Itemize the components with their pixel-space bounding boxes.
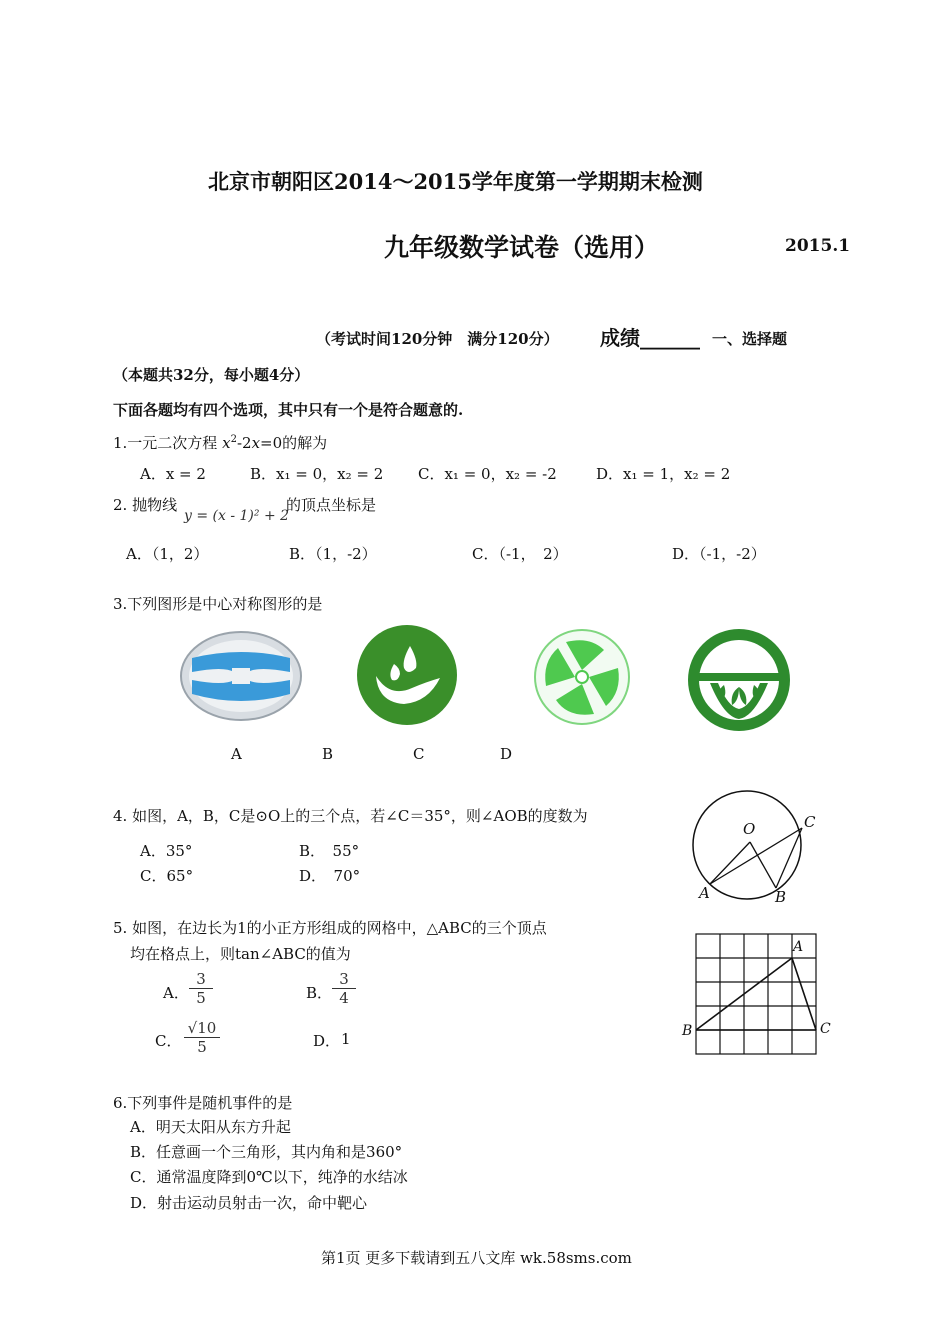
- q6-option-a: A．明天太阳从东方升起: [130, 1118, 291, 1136]
- score-label: 成绩______: [600, 326, 700, 350]
- q5-option-a-label: A．: [163, 984, 189, 1002]
- q5-option-c-fraction: $\frac{√10}{5}$: [184, 1019, 220, 1056]
- instruction: 下面各题均有四个选项，其中只有一个是符合题意的.: [113, 401, 464, 419]
- q6-option-b: B．任意画一个三角形，其内角和是360°: [130, 1143, 403, 1161]
- exam-title: 北京市朝阳区2014～2015学年度第一学期期末检测: [208, 169, 703, 194]
- q2-option-a: A．（1，2）: [126, 545, 209, 563]
- q1-option-b: B．x₁ = 0，x₂ = 2: [250, 465, 384, 483]
- q3-label-c: C: [413, 745, 425, 763]
- q3-label-b: B: [322, 745, 334, 763]
- q2-option-c: C．（-1， 2）: [472, 545, 568, 563]
- q4-label-c: C: [804, 813, 816, 831]
- q4-option-b: B． 55°: [299, 842, 360, 860]
- q2-option-b: B．（1，-2）: [289, 545, 377, 563]
- page-footer: 第1页 更多下载请到五八文库 wk.58sms.com: [321, 1249, 632, 1267]
- section-title: 一、选择题: [712, 330, 788, 348]
- q4-label-b: B: [775, 888, 787, 906]
- q3-figure-d-logo: [686, 627, 792, 733]
- q5-option-b-label: B．: [306, 984, 333, 1002]
- q6-option-c: C．通常温度降到0℃以下，纯净的水结冰: [130, 1168, 408, 1186]
- paper-subtitle: 九年级数学试卷（选用）: [384, 233, 660, 262]
- q5-stem-line1: 5. 如图，在边长为1的小正方形组成的网格中，△ABC的三个顶点: [113, 919, 547, 937]
- q6-stem: 6.下列事件是随机事件的是: [113, 1094, 293, 1112]
- q6-option-d: D．射击运动员射击一次，命中靶心: [130, 1194, 368, 1212]
- exam-info: （考试时间120分钟 满分120分）: [316, 330, 559, 348]
- q5-label-a: A: [793, 939, 804, 955]
- q3-figure-a-logo: [178, 628, 304, 724]
- q2-stem-b: 的顶点坐标是: [286, 496, 377, 514]
- q5-option-b-fraction: $\frac{3}{4}$: [332, 970, 356, 1007]
- q4-option-d: D． 70°: [299, 867, 361, 885]
- q5-option-d-label: D．: [313, 1032, 341, 1050]
- q2-option-d: D．（-1，-2）: [672, 545, 766, 563]
- q5-label-c: C: [820, 1021, 831, 1037]
- q3-label-d: D: [500, 745, 513, 763]
- q4-option-a: A．35°: [140, 842, 193, 860]
- q2-stem-a: 2. 抛物线: [113, 496, 178, 514]
- q4-option-c: C．65°: [140, 867, 194, 885]
- q5-label-b: B: [682, 1023, 693, 1039]
- q1-option-d: D．x₁ = 1，x₂ = 2: [596, 465, 731, 483]
- q4-label-o: O: [743, 820, 756, 838]
- q5-option-a-fraction: $\frac{3}{5}$: [189, 970, 213, 1007]
- q1-option-c: C．x₁ = 0，x₂ = -2: [418, 465, 557, 483]
- q3-label-a: A: [231, 745, 242, 763]
- q1-stem: 1.一元二次方程 $x^2-2x=0$的解为: [113, 434, 328, 452]
- q4-label-a: A: [699, 884, 710, 902]
- exam-date: 2015.1: [785, 236, 851, 256]
- q5-stem-line2: 均在格点上，则tan∠ABC的值为: [130, 945, 351, 963]
- q3-figure-c-logo: [532, 628, 632, 726]
- q5-option-c-label: C．: [155, 1032, 182, 1050]
- q2-formula: y = (x - 1)² + 2: [184, 508, 290, 524]
- q4-stem: 4. 如图，A，B，C是⊙O上的三个点，若∠C＝35°，则∠AOB的度数为: [113, 807, 588, 825]
- q3-figure-b-logo: [354, 624, 460, 726]
- q3-stem: 3.下列图形是中心对称图形的是: [113, 595, 323, 613]
- q5-option-d-value: 1: [341, 1030, 351, 1048]
- section-note: （本题共32分，每小题4分）: [113, 366, 310, 384]
- q1-option-a: A．x = 2: [140, 465, 206, 483]
